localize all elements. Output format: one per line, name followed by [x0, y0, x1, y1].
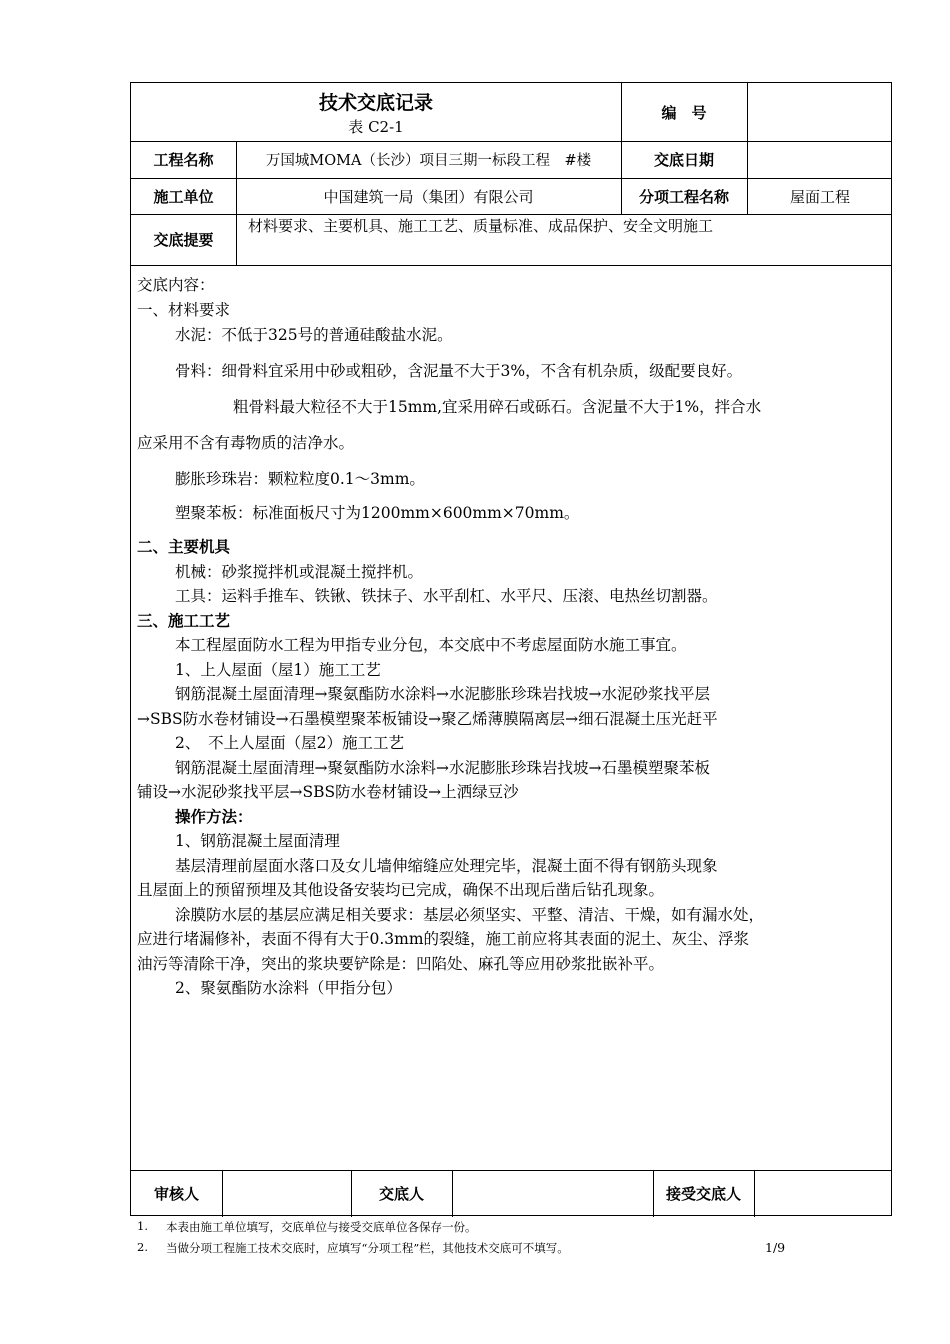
number-field[interactable]	[747, 83, 893, 141]
disclosure-form	[130, 82, 892, 1216]
subproject-name-value: 屋面工程	[789, 187, 850, 206]
discloser-field[interactable]	[452, 1170, 653, 1217]
project-name-value: 万国城MOMA（长沙）项目三期一标段工程 #楼	[265, 153, 592, 169]
form-number: 表 C2-1	[348, 117, 404, 136]
content-line: 机械：砂浆搅拌机或混凝土搅拌机。	[175, 563, 424, 581]
section-heading: 一、材料要求	[137, 301, 231, 319]
page-number: 1/9	[765, 1240, 786, 1255]
content-line: 1、上人屋面（屋1）施工工艺	[175, 661, 381, 679]
content-line: 钢筋混凝土屋面清理→聚氨酯防水涂料→水泥膨胀珍珠岩找坡→石墨模塑聚苯板	[175, 759, 710, 777]
disclosure-date-label: 交底日期	[653, 151, 714, 169]
content-line: 应进行堵漏修补，表面不得有大于0.3mm的裂缝，施工前应将其表面的泥土、灰尘、浮浆	[137, 930, 750, 948]
content-line: 工具：运料手推车、铁锹、铁抹子、水平刮杠、水平尺、压滚、电热丝切割器。	[175, 587, 718, 605]
construction-unit-value: 中国建筑一局（集团）有限公司	[323, 187, 534, 206]
footnote-number: 2.	[137, 1240, 148, 1254]
reviewer-label: 审核人	[153, 1185, 199, 1203]
section-heading: 二、主要机具	[137, 538, 231, 556]
number-label: 编 号	[661, 103, 707, 122]
footnote-number: 1.	[137, 1219, 148, 1233]
section-heading: 三、施工工艺	[137, 612, 231, 630]
content-line: 油污等清除干净，突出的浆块要铲除是：凹陷处、麻孔等应用砂浆批嵌补平。	[137, 955, 665, 973]
content-line: 铺设→水泥砂浆找平层→SBS防水卷材铺设→上洒绿豆沙	[137, 783, 519, 801]
discloser-label: 交底人	[378, 1185, 424, 1203]
subproject-name-label: 分项工程名称	[638, 187, 729, 206]
footnote-text: 本表由施工单位填写，交底单位与接受交底单位各保存一份。	[166, 1220, 477, 1234]
footnote-text: 当做分项工程施工技术交底时，应填写“分项工程”栏，其他技术交底可不填写。	[166, 1241, 569, 1255]
form-title: 技术交底记录	[318, 91, 433, 114]
reviewer-field[interactable]	[222, 1170, 351, 1217]
receiver-label: 接受交底人	[665, 1185, 741, 1203]
construction-unit-label: 施工单位	[153, 187, 214, 206]
content-line: 粗骨料最大粒径不大于15mm,宜采用碎石或砾石。含泥量不大于1%，拌合水	[233, 398, 762, 416]
content-line: 2、 不上人屋面（屋2）施工工艺	[175, 734, 404, 752]
subsection-heading: 操作方法：	[175, 808, 253, 826]
content-line: →SBS防水卷材铺设→石墨模塑聚苯板铺设→聚乙烯薄膜隔离层→细石混凝土压光赶平	[137, 710, 718, 728]
content-line: 应采用不含有毒物质的洁净水。	[137, 434, 355, 452]
content-line: 且屋面上的预留预埋及其他设备安装均已完成，确保不出现后凿后钻孔现象。	[137, 881, 665, 899]
content-line: 骨料：细骨料宜采用中砂或粗砂，含泥量不大于3%，不含有机杂质，级配要良好。	[175, 362, 743, 380]
content-heading: 交底内容：	[137, 276, 215, 294]
content-line: 膨胀珍珠岩：颗粒粒度0.1～3mm。	[175, 470, 425, 488]
content-line: 本工程屋面防水工程为甲指专业分包，本交底中不考虑屋面防水施工事宜。	[175, 636, 687, 654]
row-divider	[131, 265, 891, 266]
content-line: 基层清理前屋面水落口及女儿墙伸缩缝应处理完毕，混凝土面不得有钢筋头现象	[175, 857, 718, 875]
receiver-field[interactable]	[754, 1170, 893, 1217]
disclosure-date-field[interactable]	[747, 141, 893, 178]
content-line: 塑聚苯板：标准面板尺寸为1200mm×600mm×70mm。	[175, 504, 580, 522]
summary-value: 材料要求、主要机具、施工工艺、质量标准、成品保护、安全文明施工	[248, 216, 714, 235]
content-line: 涂膜防水层的基层应满足相关要求：基层必须坚实、平整、清洁、干燥，如有漏水处，	[175, 906, 765, 924]
content-line: 钢筋混凝土屋面清理→聚氨酯防水涂料→水泥膨胀珍珠岩找坡→水泥砂浆找平层	[175, 685, 710, 703]
project-name-label: 工程名称	[153, 151, 214, 169]
content-line: 2、聚氨酯防水涂料（甲指分包）	[175, 979, 402, 997]
content-line: 1、钢筋混凝土屋面清理	[175, 832, 340, 850]
content-line: 水泥：不低于325号的普通硅酸盐水泥。	[175, 326, 453, 344]
summary-label: 交底提要	[153, 231, 214, 249]
